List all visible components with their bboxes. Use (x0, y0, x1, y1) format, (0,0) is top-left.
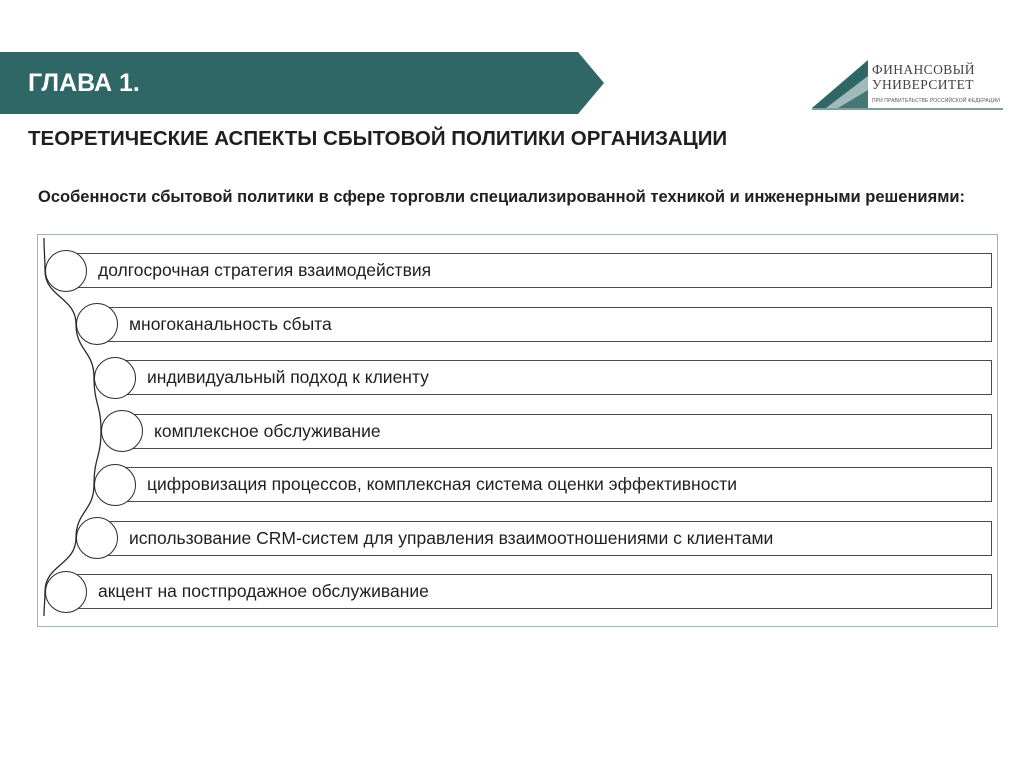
logo-line-1: ФИНАНСОВЫЙ (872, 62, 975, 77)
list-item (70, 574, 992, 609)
logo-line-2: УНИВЕРСИТЕТ (872, 77, 974, 92)
list-item-label: многоканальность сбыта (129, 313, 332, 334)
list-item-bullet-icon (76, 303, 118, 345)
list-item (101, 521, 992, 556)
list-item-label: акцент на постпродажное обслуживание (98, 581, 429, 601)
list-item-label: индивидуальный подход к клиенту (147, 367, 429, 387)
list-item-label: долгосрочная стратегия взаимодействия (98, 260, 432, 280)
page-title: ТЕОРЕТИЧЕСКИЕ АСПЕКТЫ СБЫТОВОЙ ПОЛИТИКИ ОРГАНИЗАЦИИ (28, 127, 728, 150)
section-subtitle: Особенности сбытовой политики в сфере торговли специализированной техникой и инженерными решениями: (38, 188, 966, 206)
list-item (119, 360, 992, 395)
list-item-bullet-icon (101, 410, 143, 452)
chapter-label: ГЛАВА 1. (28, 69, 140, 97)
list-item (101, 307, 992, 342)
list-item (70, 253, 992, 288)
list-item-bullet-icon (45, 250, 87, 292)
list-item-label: цифровизация процессов, комплексная система оценки эффективности (147, 474, 737, 494)
list-item-label: использование CRM-систем для управления взаимоотношениями с клиентами (129, 527, 774, 548)
list-item-bullet-icon (45, 571, 87, 613)
list-item-label: комплексное обслуживание (154, 420, 381, 441)
list-item-bullet-icon (94, 357, 136, 399)
list-item (126, 414, 992, 449)
logo-subline: ПРИ ПРАВИТЕЛЬСТВЕ РОССИЙСКОЙ ФЕДЕРАЦИИ (872, 98, 1000, 104)
logo-text (872, 62, 975, 92)
list-item (119, 467, 992, 502)
list-item-bullet-icon (94, 464, 136, 506)
list-item-bullet-icon (76, 517, 118, 559)
